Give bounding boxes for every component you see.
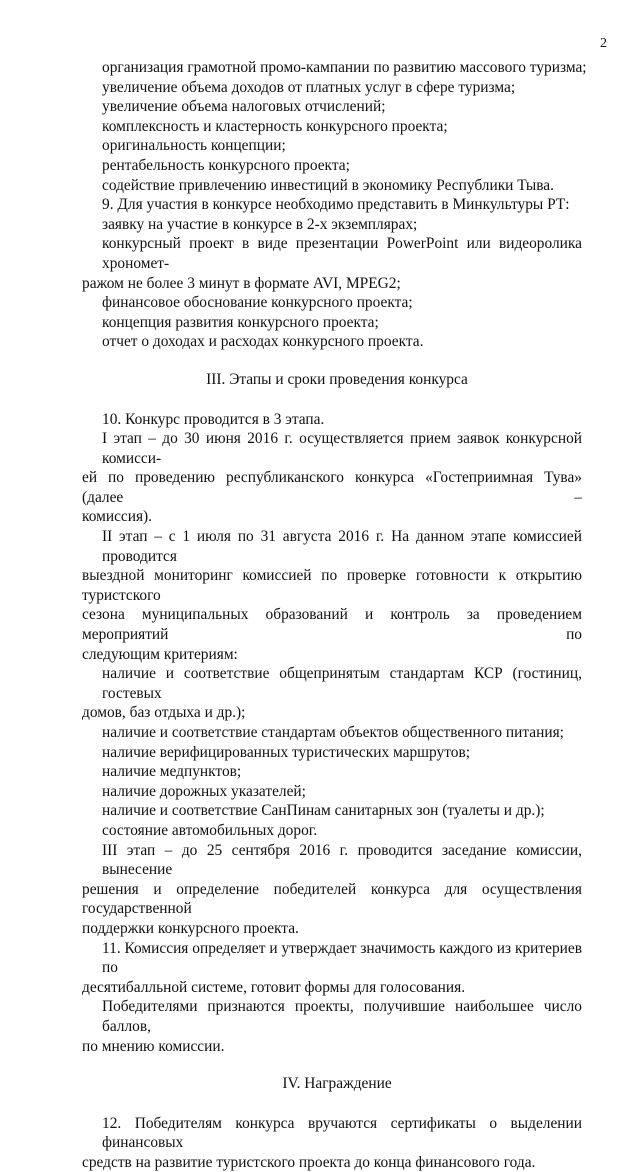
list-item: организация грамотной промо-кампании по развитию массового туризма; bbox=[102, 59, 587, 76]
list-item: увеличение объема налоговых отчислений; bbox=[102, 98, 386, 116]
list-item: оригинальность концепции; bbox=[102, 137, 286, 155]
list-item: содействие привлечению инвестиций в экономику Республики Тыва. bbox=[102, 176, 554, 194]
criterion-line: домов, баз отдыха и др.); bbox=[82, 704, 246, 722]
paragraph-11-line: десятибалльной системе, готовит формы для голосования. bbox=[82, 978, 466, 996]
stage-2-line: сезона муниципальных образований и контроль за проведением мероприятий по bbox=[82, 606, 582, 644]
stage-3-line: поддержки конкурсного проекта. bbox=[82, 919, 299, 937]
paragraph-11-line: 11. Комиссия определяет и утверждает значимость каждого из критериев по bbox=[102, 939, 582, 977]
paragraph-10: 10. Конкурс проводится в 3 этапа. bbox=[102, 410, 325, 428]
stage-3-line: решения и определение победителей конкурса для осуществления государственной bbox=[82, 880, 582, 918]
criterion-item: состояние автомобильных дорог. bbox=[102, 821, 318, 839]
list-item: заявку на участие в конкурсе в 2-х экземплярах; bbox=[102, 215, 418, 233]
criterion-item: наличие верифицированных туристических маршрутов; bbox=[102, 743, 470, 761]
stage-1-line: комиссия). bbox=[82, 508, 153, 526]
section-heading-3: III. Этапы и сроки проведения конкурса bbox=[206, 370, 468, 388]
section-heading-4: IV. Награждение bbox=[282, 1075, 392, 1093]
list-item: рентабельность конкурсного проекта; bbox=[102, 156, 350, 174]
criterion-line: наличие и соответствие общепринятым стандартам КСР (гостиниц, гостевых bbox=[102, 665, 582, 702]
paragraph-line: ражом не более 3 минут в формате AVI, MPEG2; bbox=[82, 274, 401, 292]
page-number: 2 bbox=[600, 36, 607, 51]
winners-line: по мнению комиссии. bbox=[82, 1037, 225, 1055]
stage-2-line: следующим критериям: bbox=[82, 645, 238, 663]
stage-3-line: III этап – до 25 сентября 2016 г. проводится заседание комиссии, вынесение bbox=[102, 841, 582, 879]
stage-2-line: II этап – с 1 июля по 31 августа 2016 г. На данном этапе комиссией проводится bbox=[102, 528, 582, 565]
criterion-item: наличие медпунктов; bbox=[102, 763, 242, 781]
list-item: отчет о доходах и расходах конкурсного проекта. bbox=[102, 333, 424, 351]
paragraph-line: конкурсный проект в виде презентации PowerPoint или видеоролика хрономет- bbox=[102, 235, 582, 272]
winners-line: Победителями признаются проекты, получившие наибольшее число баллов, bbox=[102, 998, 582, 1035]
list-item: комплексность и кластерность конкурсного проекта; bbox=[102, 117, 448, 135]
criterion-item: наличие дорожных указателей; bbox=[102, 782, 306, 800]
stage-1-line: ей по проведению республиканского конкурса «Гостеприимная Тува» (далее – bbox=[82, 469, 582, 506]
list-item: финансовое обоснование конкурсного проекта; bbox=[102, 294, 413, 312]
document-body bbox=[82, 58, 587, 1172]
criterion-item: наличие и соответствие стандартам объектов общественного питания; bbox=[102, 724, 564, 741]
criterion-item: наличие и соответствие СанПинам санитарных зон (туалеты и др.); bbox=[102, 802, 545, 820]
list-item: увеличение объема доходов от платных услуг в сфере туризма; bbox=[102, 78, 516, 96]
paragraph-12-line: средств на развитие туристского проекта до конца финансового года. bbox=[82, 1153, 536, 1171]
stage-1-line: I этап – до 30 июня 2016 г. осуществляется прием заявок конкурсной комисси- bbox=[102, 430, 582, 467]
paragraph-9: 9. Для участия в конкурсе необходимо представить в Минкультуры РТ: bbox=[102, 196, 570, 214]
paragraph-12-line: 12. Победителям конкурса вручаются сертификаты о выделении финансовых bbox=[102, 1114, 582, 1152]
stage-2-line: выездной мониторинг комиссией по проверке готовности к открытию туристского bbox=[82, 567, 582, 604]
list-item: концепция развития конкурсного проекта; bbox=[102, 313, 379, 331]
